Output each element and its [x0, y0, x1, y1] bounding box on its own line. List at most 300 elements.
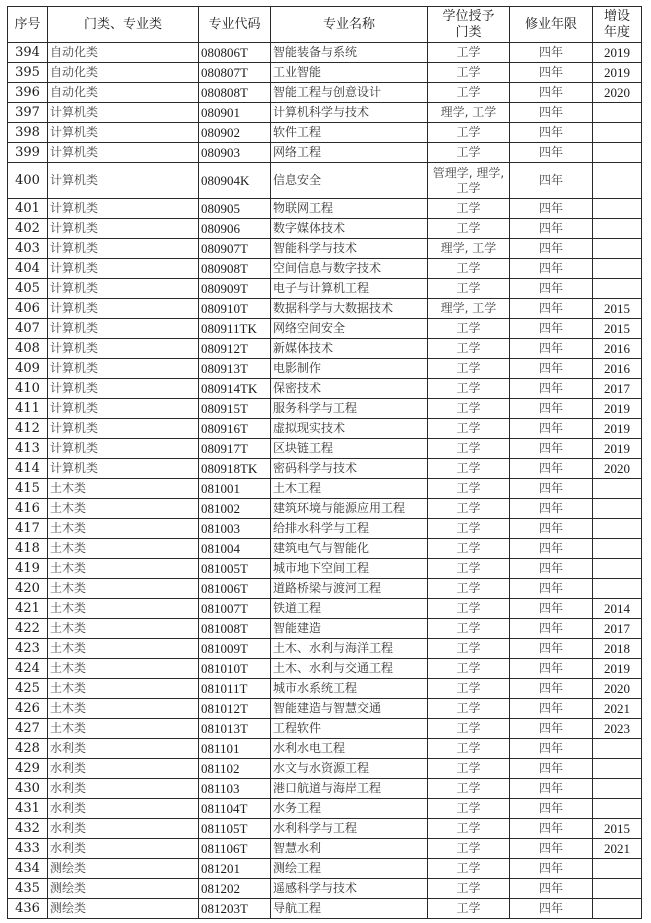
row-degree-type: 工学: [428, 699, 510, 719]
row-major-name: 水务工程: [271, 799, 428, 819]
row-degree-type: 工学: [428, 819, 510, 839]
row-number: 431: [8, 799, 48, 819]
row-duration: 四年: [510, 599, 593, 619]
header-duration: 修业年限: [510, 7, 593, 43]
table-row: [8, 899, 642, 919]
row-major-code: 081102: [199, 759, 271, 779]
row-number: 415: [8, 479, 48, 499]
row-category: 水利类: [48, 739, 199, 759]
row-duration: 四年: [510, 163, 593, 199]
row-added-year: 2019: [593, 419, 642, 439]
row-number: 417: [8, 519, 48, 539]
row-major-code: 081201: [199, 859, 271, 879]
row-number: 416: [8, 499, 48, 519]
row-degree-type: 工学: [428, 439, 510, 459]
row-major-name: 服务科学与工程: [271, 399, 428, 419]
row-degree-type: 工学: [428, 399, 510, 419]
table-row: [8, 619, 642, 639]
row-duration: 四年: [510, 679, 593, 699]
row-category: 计算机类: [48, 399, 199, 419]
row-added-year: 2017: [593, 619, 642, 639]
row-major-code: 080902: [199, 123, 271, 143]
row-degree-type: 工学: [428, 579, 510, 599]
row-major-code: 081203T: [199, 899, 271, 919]
row-major-name: 土木、水利与海洋工程: [271, 639, 428, 659]
row-major-code: 081009T: [199, 639, 271, 659]
row-degree-type: 工学: [428, 359, 510, 379]
row-degree-type: 工学: [428, 83, 510, 103]
row-number: 418: [8, 539, 48, 559]
row-degree-type: 工学: [428, 639, 510, 659]
row-number: 394: [8, 43, 48, 63]
row-duration: 四年: [510, 199, 593, 219]
row-degree-type: 工学: [428, 123, 510, 143]
row-degree-type: 工学: [428, 779, 510, 799]
row-duration: 四年: [510, 219, 593, 239]
table-row: [8, 679, 642, 699]
row-major-name: 网络空间安全: [271, 319, 428, 339]
row-degree-type: 工学: [428, 279, 510, 299]
header-category: 门类、专业类: [48, 7, 199, 43]
row-duration: 四年: [510, 779, 593, 799]
row-major-code: 081002: [199, 499, 271, 519]
row-number: 419: [8, 559, 48, 579]
row-added-year: 2016: [593, 339, 642, 359]
row-number: 412: [8, 419, 48, 439]
row-degree-type: 工学: [428, 619, 510, 639]
row-degree-type: 工学: [428, 499, 510, 519]
row-degree-type: 工学: [428, 659, 510, 679]
row-number: 407: [8, 319, 48, 339]
row-major-name: 电影制作: [271, 359, 428, 379]
row-major-code: 081011T: [199, 679, 271, 699]
row-major-name: 智能装备与系统: [271, 43, 428, 63]
table-row: [8, 83, 642, 103]
row-duration: 四年: [510, 259, 593, 279]
row-number: 404: [8, 259, 48, 279]
row-major-name: 数字媒体技术: [271, 219, 428, 239]
row-added-year: [593, 479, 642, 499]
row-degree-type: 理学, 工学: [428, 299, 510, 319]
row-added-year: [593, 859, 642, 879]
table-row: [8, 299, 642, 319]
row-number: 436: [8, 899, 48, 919]
table-row: [8, 539, 642, 559]
row-degree-type: 工学: [428, 839, 510, 859]
row-degree-type: 工学: [428, 419, 510, 439]
table-row: [8, 239, 642, 259]
row-category: 土木类: [48, 519, 199, 539]
row-degree-type: 工学: [428, 519, 510, 539]
table-row: [8, 103, 642, 123]
row-degree-type: 工学: [428, 559, 510, 579]
row-duration: 四年: [510, 859, 593, 879]
table-row: [8, 259, 642, 279]
row-duration: 四年: [510, 899, 593, 919]
table-row: [8, 319, 642, 339]
row-major-code: 081005T: [199, 559, 271, 579]
row-added-year: 2020: [593, 679, 642, 699]
row-major-code: 081007T: [199, 599, 271, 619]
row-duration: 四年: [510, 299, 593, 319]
row-degree-type: 工学: [428, 879, 510, 899]
row-category: 计算机类: [48, 379, 199, 399]
row-category: 水利类: [48, 759, 199, 779]
row-major-name: 智能建造: [271, 619, 428, 639]
table-body: [8, 43, 642, 919]
row-category: 土木类: [48, 599, 199, 619]
table-row: [8, 579, 642, 599]
row-degree-type: 工学: [428, 679, 510, 699]
row-duration: 四年: [510, 539, 593, 559]
row-number: 426: [8, 699, 48, 719]
row-degree-type: 工学: [428, 479, 510, 499]
table-row: [8, 499, 642, 519]
row-category: 土木类: [48, 719, 199, 739]
row-degree-type: 工学: [428, 199, 510, 219]
row-major-name: 智能建造与智慧交通: [271, 699, 428, 719]
table-row: [8, 399, 642, 419]
row-added-year: [593, 143, 642, 163]
row-major-code: 081012T: [199, 699, 271, 719]
row-degree-type: 工学: [428, 319, 510, 339]
table-row: [8, 719, 642, 739]
row-number: 424: [8, 659, 48, 679]
table-row: [8, 639, 642, 659]
row-major-name: 信息安全: [271, 163, 428, 199]
row-duration: 四年: [510, 559, 593, 579]
row-duration: 四年: [510, 839, 593, 859]
row-major-code: 081103: [199, 779, 271, 799]
row-major-name: 城市水系统工程: [271, 679, 428, 699]
row-duration: 四年: [510, 499, 593, 519]
table-row: [8, 163, 642, 199]
row-major-code: 080903: [199, 143, 271, 163]
row-major-name: 给排水科学与工程: [271, 519, 428, 539]
row-number: 420: [8, 579, 48, 599]
row-added-year: [593, 759, 642, 779]
table-row: [8, 839, 642, 859]
row-number: 427: [8, 719, 48, 739]
row-major-code: 081004: [199, 539, 271, 559]
row-number: 400: [8, 163, 48, 199]
row-category: 计算机类: [48, 339, 199, 359]
row-duration: 四年: [510, 759, 593, 779]
row-duration: 四年: [510, 639, 593, 659]
row-category: 计算机类: [48, 439, 199, 459]
table-row: [8, 699, 642, 719]
table-row: [8, 379, 642, 399]
row-major-name: 导航工程: [271, 899, 428, 919]
row-degree-type: 工学: [428, 539, 510, 559]
row-added-year: 2015: [593, 819, 642, 839]
row-added-year: 2020: [593, 459, 642, 479]
row-duration: 四年: [510, 123, 593, 143]
table-row: [8, 659, 642, 679]
row-category: 计算机类: [48, 279, 199, 299]
table-row: [8, 559, 642, 579]
row-degree-type: 工学: [428, 739, 510, 759]
row-duration: 四年: [510, 819, 593, 839]
row-degree-type: 工学: [428, 339, 510, 359]
row-major-name: 工业智能: [271, 63, 428, 83]
row-major-code: 080906: [199, 219, 271, 239]
row-major-code: 081202: [199, 879, 271, 899]
row-major-name: 物联网工程: [271, 199, 428, 219]
row-category: 土木类: [48, 699, 199, 719]
row-duration: 四年: [510, 619, 593, 639]
row-category: 计算机类: [48, 319, 199, 339]
row-major-name: 新媒体技术: [271, 339, 428, 359]
row-duration: 四年: [510, 143, 593, 163]
header-code: 专业代码: [199, 7, 271, 43]
row-number: 434: [8, 859, 48, 879]
row-major-code: 081013T: [199, 719, 271, 739]
row-added-year: 2017: [593, 379, 642, 399]
row-degree-type: 工学: [428, 799, 510, 819]
row-category: 水利类: [48, 839, 199, 859]
row-major-name: 网络工程: [271, 143, 428, 163]
row-number: 408: [8, 339, 48, 359]
row-category: 土木类: [48, 499, 199, 519]
row-major-code: 080909T: [199, 279, 271, 299]
row-major-code: 081008T: [199, 619, 271, 639]
row-major-name: 铁道工程: [271, 599, 428, 619]
table-row: [8, 799, 642, 819]
row-category: 计算机类: [48, 419, 199, 439]
row-degree-type: 理学, 工学: [428, 103, 510, 123]
row-number: 425: [8, 679, 48, 699]
row-duration: 四年: [510, 519, 593, 539]
undergraduate-majors-table: [7, 6, 642, 919]
row-number: 430: [8, 779, 48, 799]
row-added-year: [593, 279, 642, 299]
row-major-name: 计算机科学与技术: [271, 103, 428, 123]
table-row: [8, 199, 642, 219]
row-added-year: 2019: [593, 439, 642, 459]
row-duration: 四年: [510, 63, 593, 83]
row-added-year: [593, 779, 642, 799]
row-major-code: 080917T: [199, 439, 271, 459]
row-added-year: 2015: [593, 319, 642, 339]
table-row: [8, 859, 642, 879]
row-major-code: 081010T: [199, 659, 271, 679]
row-added-year: [593, 739, 642, 759]
row-added-year: 2019: [593, 659, 642, 679]
row-major-code: 080908T: [199, 259, 271, 279]
header-degree: 学位授予门类: [428, 7, 510, 43]
table-row: [8, 219, 642, 239]
row-category: 计算机类: [48, 123, 199, 143]
row-major-name: 城市地下空间工程: [271, 559, 428, 579]
row-number: 401: [8, 199, 48, 219]
row-category: 计算机类: [48, 359, 199, 379]
row-added-year: 2018: [593, 639, 642, 659]
row-major-name: 建筑环境与能源应用工程: [271, 499, 428, 519]
row-category: 计算机类: [48, 239, 199, 259]
table-row: [8, 879, 642, 899]
row-number: 435: [8, 879, 48, 899]
row-number: 421: [8, 599, 48, 619]
row-added-year: [593, 579, 642, 599]
row-category: 土木类: [48, 579, 199, 599]
row-duration: 四年: [510, 399, 593, 419]
row-major-name: 工程软件: [271, 719, 428, 739]
header-no: 序号: [8, 7, 48, 43]
row-category: 计算机类: [48, 259, 199, 279]
row-degree-type: 工学: [428, 719, 510, 739]
table-row: [8, 63, 642, 83]
row-major-code: 080901: [199, 103, 271, 123]
table-row: [8, 419, 642, 439]
row-category: 土木类: [48, 479, 199, 499]
row-major-name: 数据科学与大数据技术: [271, 299, 428, 319]
row-added-year: [593, 163, 642, 199]
row-major-code: 081105T: [199, 819, 271, 839]
row-duration: 四年: [510, 459, 593, 479]
row-added-year: [593, 239, 642, 259]
table-row: [8, 819, 642, 839]
row-category: 水利类: [48, 779, 199, 799]
row-degree-type: 工学: [428, 859, 510, 879]
row-major-name: 水文与水资源工程: [271, 759, 428, 779]
row-major-code: 080915T: [199, 399, 271, 419]
row-major-code: 080808T: [199, 83, 271, 103]
row-category: 计算机类: [48, 163, 199, 199]
row-major-code: 080913T: [199, 359, 271, 379]
row-category: 土木类: [48, 639, 199, 659]
row-category: 自动化类: [48, 83, 199, 103]
row-major-name: 水利水电工程: [271, 739, 428, 759]
row-duration: 四年: [510, 279, 593, 299]
row-number: 403: [8, 239, 48, 259]
table-row: [8, 739, 642, 759]
row-added-year: [593, 879, 642, 899]
row-added-year: 2019: [593, 399, 642, 419]
row-degree-type: 管理学, 理学, 工学: [428, 163, 510, 199]
row-number: 397: [8, 103, 48, 123]
row-major-code: 081001: [199, 479, 271, 499]
row-major-name: 密码科学与技术: [271, 459, 428, 479]
row-number: 422: [8, 619, 48, 639]
row-added-year: 2019: [593, 63, 642, 83]
table-row: [8, 519, 642, 539]
row-major-name: 区块链工程: [271, 439, 428, 459]
row-major-name: 软件工程: [271, 123, 428, 143]
row-degree-type: 工学: [428, 259, 510, 279]
header-row: [8, 7, 642, 43]
row-major-code: 080807T: [199, 63, 271, 83]
row-number: 411: [8, 399, 48, 419]
row-duration: 四年: [510, 379, 593, 399]
row-category: 测绘类: [48, 859, 199, 879]
row-category: 计算机类: [48, 143, 199, 163]
row-number: 413: [8, 439, 48, 459]
row-major-code: 081006T: [199, 579, 271, 599]
row-degree-type: 工学: [428, 63, 510, 83]
row-duration: 四年: [510, 43, 593, 63]
row-added-year: [593, 559, 642, 579]
table-row: [8, 759, 642, 779]
row-degree-type: 工学: [428, 459, 510, 479]
row-category: 计算机类: [48, 299, 199, 319]
row-added-year: 2023: [593, 719, 642, 739]
row-duration: 四年: [510, 659, 593, 679]
table-row: [8, 779, 642, 799]
row-duration: 四年: [510, 739, 593, 759]
row-duration: 四年: [510, 699, 593, 719]
row-added-year: 2019: [593, 43, 642, 63]
row-category: 土木类: [48, 559, 199, 579]
row-number: 398: [8, 123, 48, 143]
row-added-year: [593, 199, 642, 219]
row-major-code: 080912T: [199, 339, 271, 359]
row-number: 429: [8, 759, 48, 779]
row-added-year: 2021: [593, 839, 642, 859]
row-category: 水利类: [48, 799, 199, 819]
table-row: [8, 439, 642, 459]
row-category: 计算机类: [48, 199, 199, 219]
row-added-year: [593, 499, 642, 519]
row-degree-type: 工学: [428, 899, 510, 919]
row-category: 计算机类: [48, 459, 199, 479]
row-duration: 四年: [510, 319, 593, 339]
row-major-name: 港口航道与海岸工程: [271, 779, 428, 799]
row-major-name: 建筑电气与智能化: [271, 539, 428, 559]
row-added-year: 2020: [593, 83, 642, 103]
table-row: [8, 339, 642, 359]
row-degree-type: 工学: [428, 43, 510, 63]
row-degree-type: 工学: [428, 219, 510, 239]
row-major-code: 081106T: [199, 839, 271, 859]
row-major-name: 遥感科学与技术: [271, 879, 428, 899]
table-row: [8, 459, 642, 479]
row-major-code: 081003: [199, 519, 271, 539]
row-major-code: 080905: [199, 199, 271, 219]
row-major-code: 081101: [199, 739, 271, 759]
row-degree-type: 工学: [428, 759, 510, 779]
row-number: 399: [8, 143, 48, 163]
row-major-name: 测绘工程: [271, 859, 428, 879]
row-major-code: 080916T: [199, 419, 271, 439]
row-degree-type: 理学, 工学: [428, 239, 510, 259]
row-major-code: 080910T: [199, 299, 271, 319]
row-number: 405: [8, 279, 48, 299]
row-major-name: 水利科学与工程: [271, 819, 428, 839]
row-number: 432: [8, 819, 48, 839]
row-number: 410: [8, 379, 48, 399]
row-added-year: [593, 519, 642, 539]
row-duration: 四年: [510, 879, 593, 899]
row-added-year: 2021: [593, 699, 642, 719]
row-category: 土木类: [48, 539, 199, 559]
row-number: 433: [8, 839, 48, 859]
row-major-code: 080907T: [199, 239, 271, 259]
row-major-code: 080806T: [199, 43, 271, 63]
row-number: 414: [8, 459, 48, 479]
row-category: 土木类: [48, 619, 199, 639]
row-added-year: 2016: [593, 359, 642, 379]
row-category: 水利类: [48, 819, 199, 839]
row-duration: 四年: [510, 419, 593, 439]
row-added-year: [593, 219, 642, 239]
row-category: 土木类: [48, 679, 199, 699]
row-category: 土木类: [48, 659, 199, 679]
row-degree-type: 工学: [428, 599, 510, 619]
row-duration: 四年: [510, 339, 593, 359]
row-category: 测绘类: [48, 899, 199, 919]
row-degree-type: 工学: [428, 379, 510, 399]
